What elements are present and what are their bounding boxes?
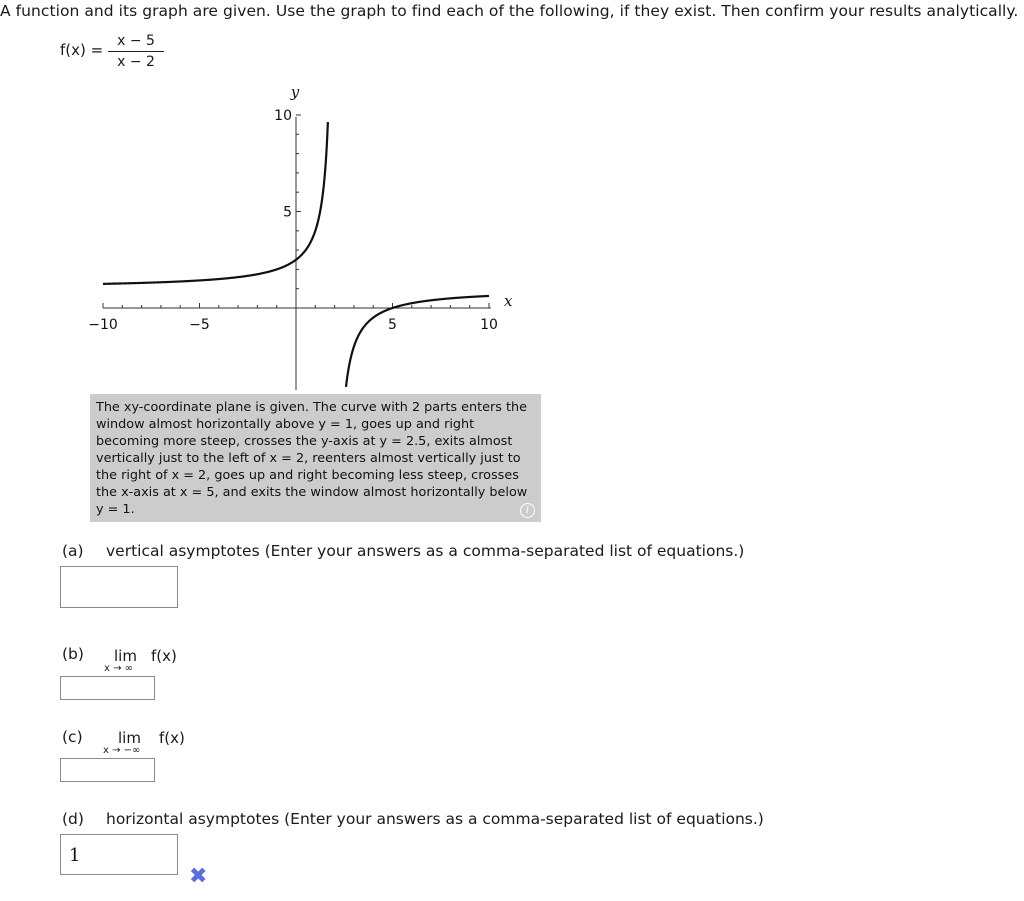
limit-function: f(x) — [151, 647, 177, 665]
vertical-asymptotes-input[interactable] — [60, 566, 178, 608]
part-b-label: (b) — [62, 645, 84, 663]
curve-branch — [103, 122, 328, 284]
x-tick-label: 5 — [388, 317, 397, 333]
limit-function: f(x) — [159, 729, 185, 747]
y-tick-label: 10 — [274, 108, 292, 124]
limit-pos-infinity-input[interactable] — [60, 676, 155, 700]
limit-word: lim — [114, 647, 137, 665]
fraction-numerator: x − 5 — [117, 33, 155, 49]
limit-neg-infinity-input[interactable] — [60, 758, 155, 782]
question-intro: A function and its graph are given. Use the graph to find each of the following, if they exist. Then confirm your results analytically. — [0, 2, 1019, 20]
x-tick-label: −5 — [189, 317, 210, 333]
function-label: f(x) = — [60, 41, 104, 59]
y-tick-label: 5 — [283, 204, 292, 221]
x-tick-label: 10 — [480, 317, 498, 333]
part-a-label: (a) — [62, 542, 84, 560]
horizontal-asymptotes-input[interactable] — [60, 834, 178, 875]
part-d-label: (d) — [62, 810, 84, 828]
limit-subscript: x → −∞ — [103, 745, 141, 756]
limit-word: lim — [118, 729, 141, 747]
function-fraction — [108, 32, 164, 71]
info-icon[interactable]: i — [520, 503, 535, 518]
part-a-prompt: vertical asymptotes (Enter your answers as a comma-separated list of equations.) — [106, 542, 745, 560]
part-d-prompt: horizontal asymptotes (Enter your answers as a comma-separated list of equations.) — [106, 810, 764, 828]
part-c-label: (c) — [62, 728, 83, 746]
fraction-bar — [108, 51, 164, 52]
limit-subscript: x → ∞ — [104, 663, 133, 674]
graph-description-text: The xy-coordinate plane is given. The curve with 2 parts enters the window almost horizontally above y = 1, goes up and right becoming more steep, crosses the y-axis at y = 2.5, exits almost vertically just to the left of x = 2, reenters almost vertically just to the right of x = 2, goes up and right becoming less steep, crosses the x-axis at x = 5, and exits the window almost horizontally below y = 1. — [96, 400, 528, 517]
graph-description — [90, 394, 541, 522]
curve-branch — [346, 296, 489, 387]
y-axis-label: y — [290, 88, 300, 101]
fraction-denominator: x − 2 — [117, 54, 155, 70]
incorrect-icon: ✖ — [189, 864, 208, 889]
x-tick-label: −10 — [88, 317, 118, 333]
x-axis-label: x — [504, 292, 513, 310]
